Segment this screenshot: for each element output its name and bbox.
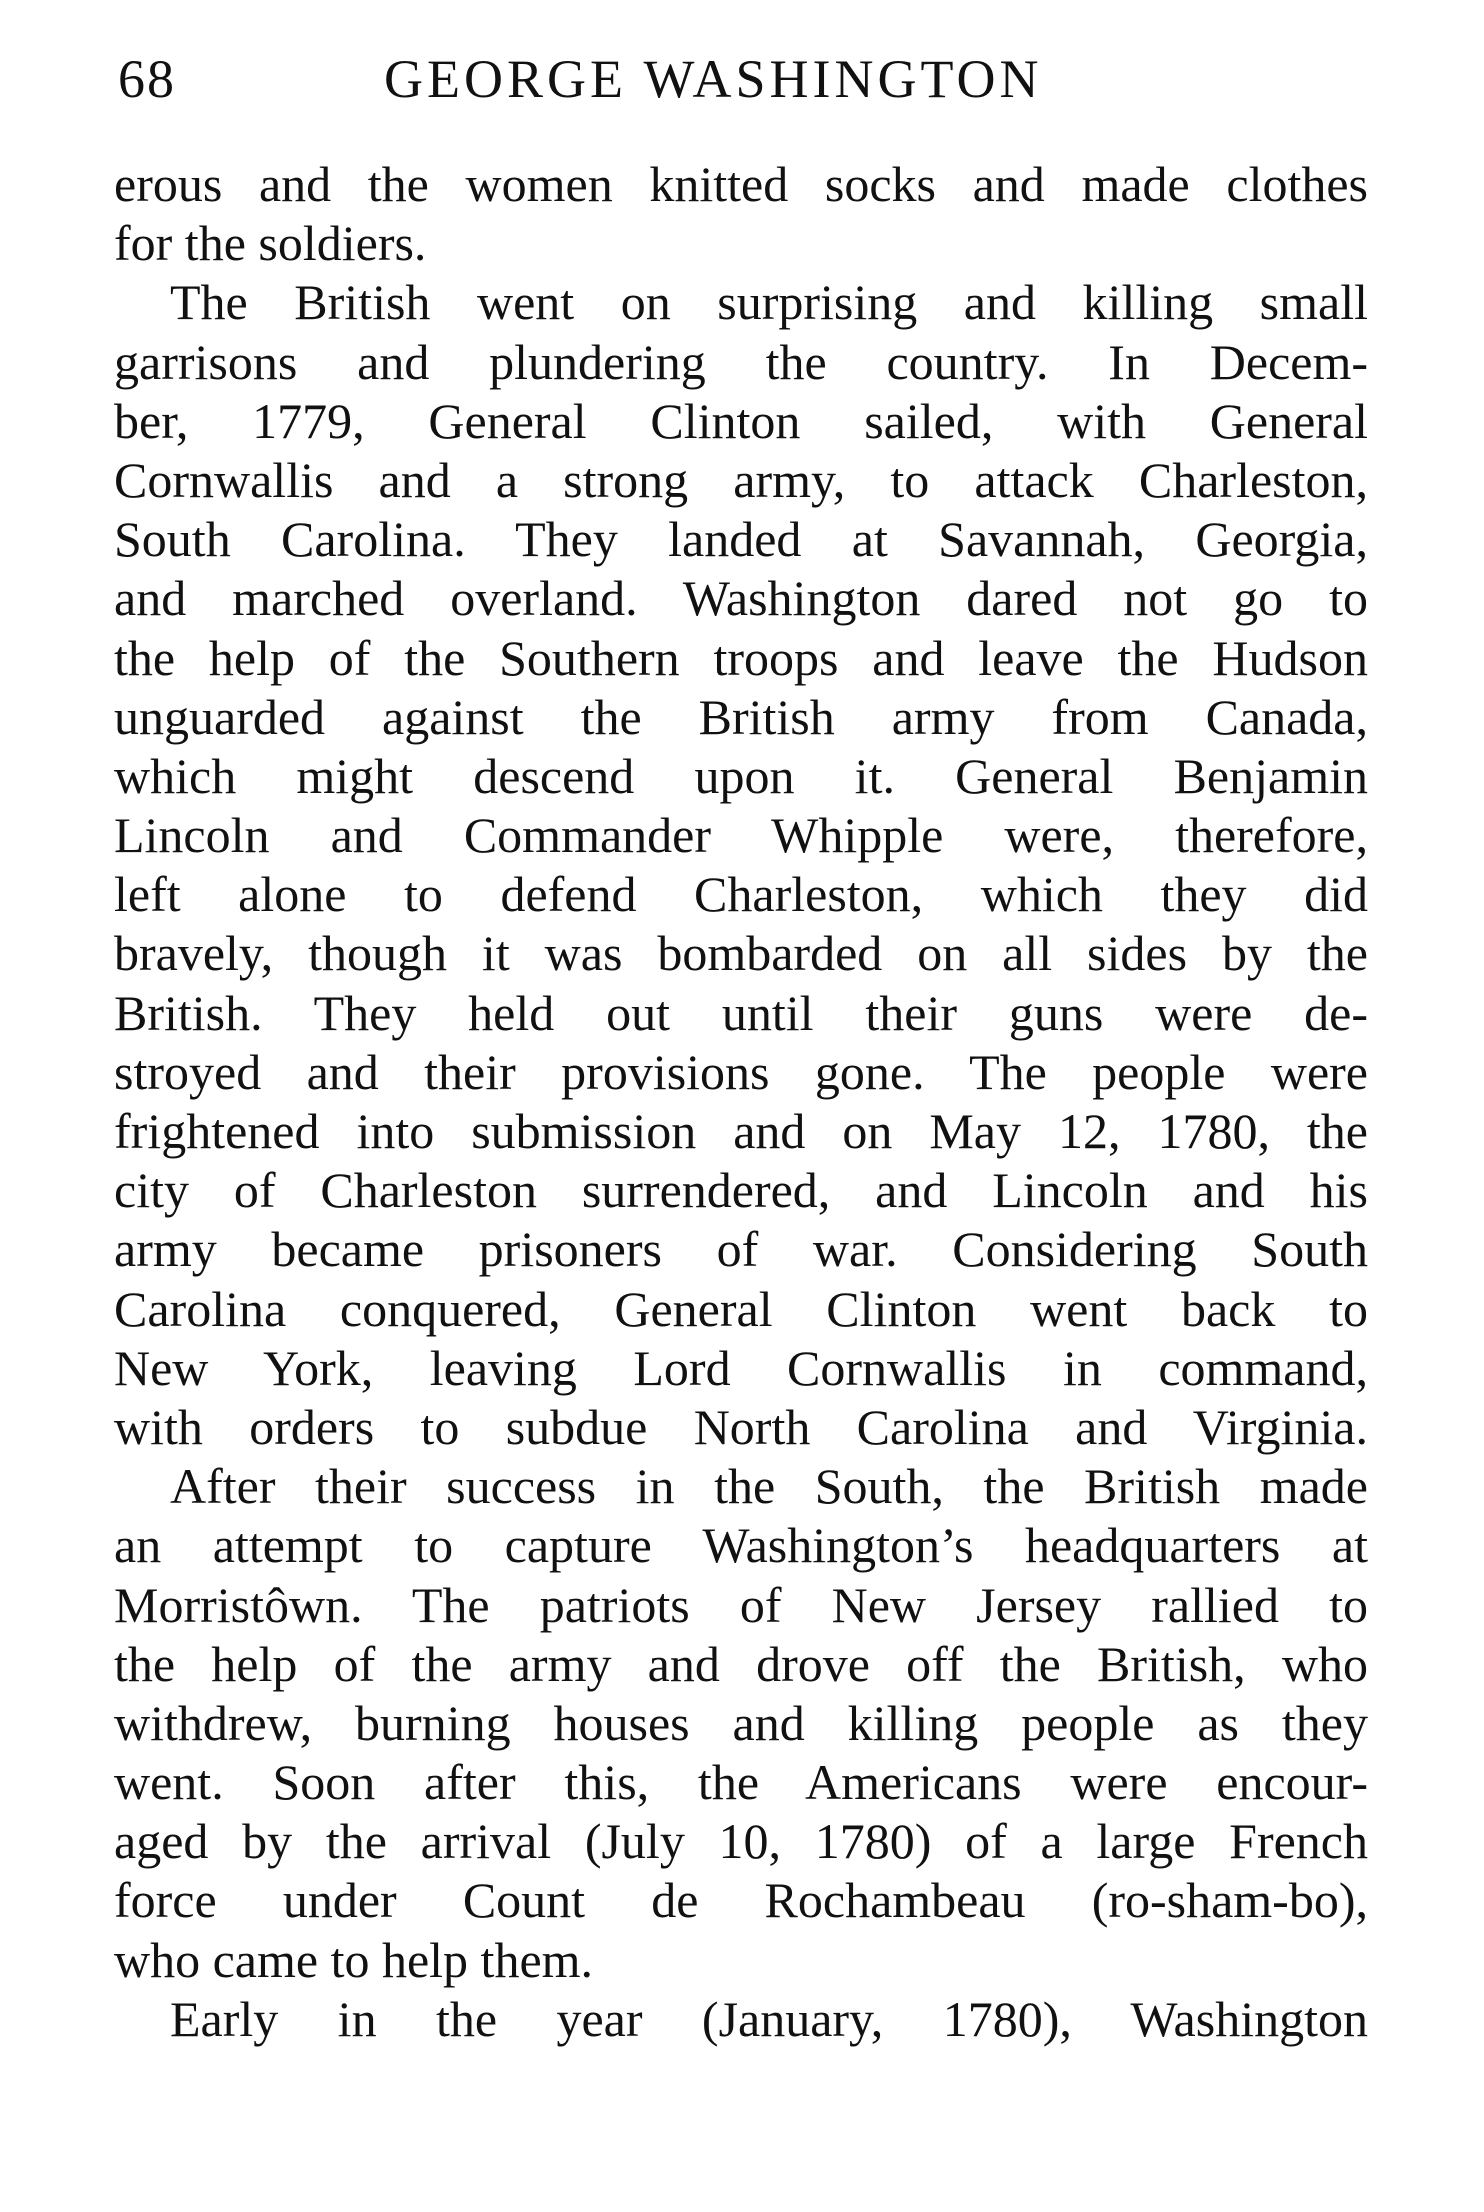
text-line: went. Soon after this, the Americans were encour- (114, 1754, 1368, 1811)
text-line: with orders to subdue North Carolina and Virginia. (114, 1398, 1368, 1455)
text-line: city of Charleston surrendered, and Lincoln and his (114, 1162, 1368, 1219)
text-line: frightened into submission and on May 12, 1780, the (114, 1103, 1368, 1159)
text-line: and marched overland. Washington dared not go to (114, 570, 1368, 627)
text-line: the help of the army and drove off the British, who (114, 1635, 1368, 1692)
text-line: Lincoln and Commander Whipple were, therefore, (114, 807, 1368, 864)
text-line: Early in the year (January, 1780), Washington (170, 1990, 1368, 2047)
text-line: an attempt to capture Washington’s headquarters at (114, 1517, 1368, 1574)
text-line: who came to help them. (114, 1931, 594, 1988)
text-line: which might descend upon it. General Benjamin (114, 747, 1368, 804)
text-line: bravely, though it was bombarded on all sides by the (114, 925, 1368, 982)
text-line: ber, 1779, General Clinton sailed, with General (114, 392, 1368, 449)
running-head (118, 44, 1368, 114)
text-line: stroyed and their provisions gone. The people were (114, 1043, 1368, 1100)
text-line: South Carolina. They landed at Savannah, Georgia, (114, 511, 1368, 568)
text-line: for the soldiers. (114, 215, 427, 272)
text-line: British. They held out until their guns were de- (114, 984, 1368, 1041)
text-line: Carolina conquered, General Clinton went back to (114, 1280, 1368, 1337)
body-text (114, 155, 1368, 2049)
text-line: Cornwallis and a strong army, to attack Charleston, (114, 451, 1368, 508)
text-line: unguarded against the British army from Canada, (114, 688, 1368, 745)
text-line: left alone to defend Charleston, which they did (114, 866, 1368, 923)
page-number: 68 (118, 49, 176, 109)
text-line: The British went on surprising and killing small (170, 274, 1368, 331)
text-line: aged by the arrival (July 10, 1780) of a large French (114, 1813, 1368, 1870)
running-title: GEORGE WASHINGTON (384, 49, 1043, 109)
text-line: Morristôwn. The patriots of New Jersey rallied to (114, 1576, 1368, 1633)
text-line: New York, leaving Lord Cornwallis in command, (114, 1339, 1368, 1396)
text-line: army became prisoners of war. Considering South (114, 1221, 1368, 1278)
text-line: withdrew, burning houses and killing people as they (114, 1694, 1368, 1751)
text-line: garrisons and plundering the country. In Decem- (114, 333, 1368, 390)
text-line: After their success in the South, the British made (170, 1458, 1368, 1515)
text-line: erous and the women knitted socks and made clothes (114, 156, 1368, 212)
text-line: force under Count de Rochambeau (ro-sham-bo), (114, 1872, 1368, 1929)
text-line: the help of the Southern troops and leave the Hudson (114, 629, 1368, 686)
